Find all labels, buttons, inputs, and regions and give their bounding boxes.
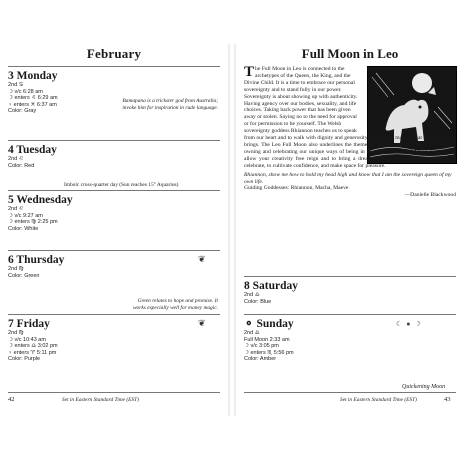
divider [8,250,220,251]
moon-phase: 2nd ♍ [8,330,24,336]
moon-event: ☽ v/c 3:05 pm [244,343,279,350]
moon-phase: 2nd ♌ [8,156,24,162]
day-tuesday [8,144,57,169]
moon-event: ☽ enters ♏ 5:56 pm [244,349,294,356]
day-heading: 5 Wednesday [8,194,73,206]
divider [8,190,220,191]
day-monday [8,70,58,115]
sprig-icon: ❦ [198,318,206,328]
book-gutter [228,44,236,416]
moon-event: ☽ v/c 10:43 am [8,336,46,343]
divider [244,392,456,393]
guiding-goddesses: Guiding Goddesses: Rhiannon, Macha, Maeve [244,185,349,192]
divider [8,140,220,141]
timezone-note: Set in Eastern Standard Time (EST) [62,397,139,403]
essay-title: Full Moon in Leo [301,46,399,61]
divider [8,392,220,393]
moon-name-label: Quickening Moon [402,384,446,390]
day-color: Color: Purple [8,356,41,363]
essay-paragraph: from our heart and to walk with dignity and generosity of spirit no matter what challenges life brings. The Leo Full Moon also underlines the themes of creative self-expression as well as owning and celebrating our unique ways of being in the world. This Full Moon is a time to allow your creativity free reign and to bring a dream or idea to fruition. It is a time to celebrate, to cultivate confidence, and make space for pleasure. [244,135,456,169]
day-heading: 3 Monday [8,70,58,82]
divider [244,314,456,315]
color-note: Green relates to hope and promise. It works especially well for money magic. [132,298,218,311]
affirmation-quote: Rhiannon, show me how to hold my head high and know that I am the sovereign queen of my own life. [244,171,452,185]
moon-phase: 2nd ♋ [8,82,24,88]
divider [8,314,220,315]
sprig-icon: ❦ [198,254,206,264]
day-heading: 4 Tuesday [8,144,57,156]
day-color: Color: Amber [244,356,277,363]
moon-phases-icon: ☾●☽ [396,320,425,328]
essay-paragraph: he Full Moon in Leo is connected to the archetypes of the Queen, the King, and the Divine Child. It is a time to embrace our personal sovereignty and to stand fully in our power. Sovereignty is about showing up with authenticity. Having agency over our bodies, sexuality, and life choices. Taking back power that has been given away or stolen. Saying no to the need for approval or for permission to be yourself. The Welsh sovereignty goddess Rhiannon teaches us to speak [244,66,358,135]
day-color: Color: Gray [8,108,37,115]
day-wednesday [8,194,73,232]
day-color: Color: Green [8,272,40,279]
day-heading: ⚬ Sunday [244,318,294,330]
essay-text [244,66,456,199]
moon-event: ☽ enters ♍ 2:25 pm [8,219,58,226]
author-attribution: —Danielle Blackwood [404,192,456,199]
timezone-note: Set in Eastern Standard Time (EST) [340,397,417,403]
month-title: February [86,46,142,61]
god-note: Bamapana is a trickster god from Australia; invoke him for inspiration in rude language. [122,98,218,111]
day-color: Color: Red [8,162,35,169]
day-heading: 8 Saturday [244,280,298,292]
divider [244,276,456,277]
day-color: Color: Blue [244,298,272,305]
day-heading: 6 Thursday [8,254,65,266]
left-page [0,44,228,416]
day-thursday [8,254,64,279]
day-color: Color: White [8,225,39,232]
day-sunday [244,318,294,363]
page-number: 43 [444,396,451,403]
page-number: 42 [8,396,15,403]
moon-phase: 2nd ♌ [8,206,24,212]
full-moon-time: Full Moon 2:33 am [244,336,290,343]
planet-event: ♀ enters ♈ 5:11 pm [8,349,57,356]
moon-event: ☽ v/c 6:28 am [8,88,43,95]
sabbat-note: Imbolc cross-quarter day (Sun reaches 15° Aquarius) [64,182,179,188]
day-friday [8,318,58,363]
moon-event: ☽ enters ♎ 3:02 pm [8,343,58,350]
moon-phase: 2nd ♎ [244,292,260,298]
moon-event: ☽ v/c 9:27 am [8,212,43,219]
day-heading: 7 Friday [8,318,50,330]
right-page [236,44,464,416]
drop-cap: T [244,64,255,80]
day-saturday [244,280,298,305]
moon-phase: 2nd ♍ [8,266,24,272]
moon-event: ☽ enters ♌ 6:29 am [8,95,58,102]
planner-spread [0,44,464,416]
moon-phase: 2nd ♎ [244,330,260,336]
planet-event: ♀ enters ♓ 6:37 am [8,101,57,108]
divider [8,66,220,67]
